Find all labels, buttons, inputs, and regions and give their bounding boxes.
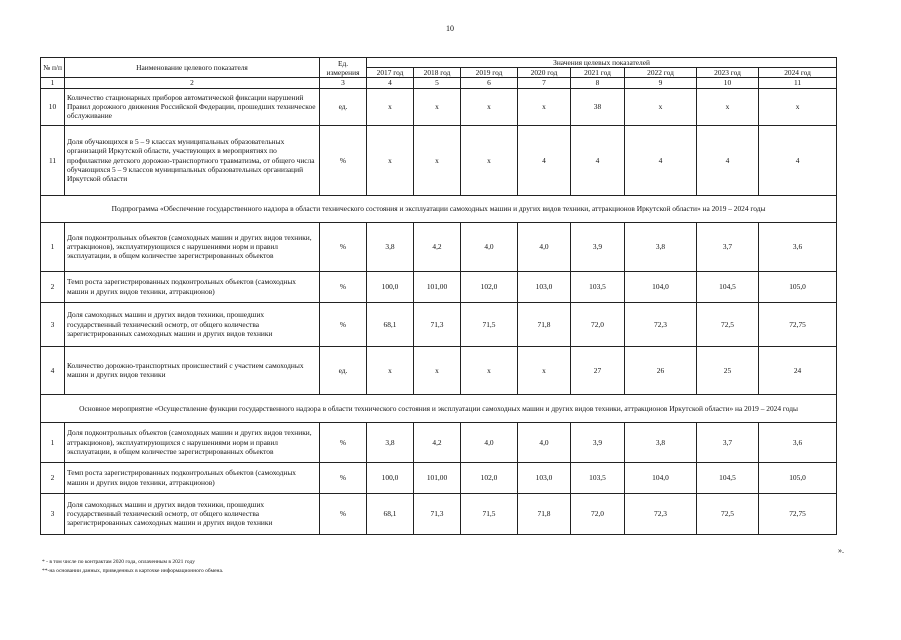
- row-value: 71,5: [461, 493, 518, 534]
- row-unit: %: [320, 271, 367, 302]
- row-unit: ед.: [320, 346, 367, 394]
- row-value: 4,0: [461, 222, 518, 271]
- row-indicator-name: Темп роста зарегистрированных подконтрольных объектов (самоходных машин и других видов техники, аттракционов): [65, 271, 320, 302]
- row-value: x: [461, 125, 518, 195]
- row-value: 4: [697, 125, 759, 195]
- row-value: 3,7: [697, 222, 759, 271]
- row-value: x: [625, 88, 697, 125]
- row-number: 1: [41, 222, 65, 271]
- row-value: x: [518, 88, 571, 125]
- row-value: 72,75: [759, 493, 837, 534]
- row-number: 2: [41, 462, 65, 493]
- row-indicator-name: Доля обучающихся в 5 – 9 классах муниципальных образовательных организаций Иркутской области, участвующих в мероприятиях по профилактике детского дорожно-транспортного травматизма, от общего числа обучающихся 5 – 9 классов муниципальных образовательных организаций Иркутской области: [65, 125, 320, 195]
- row-value: 71,3: [414, 302, 461, 346]
- row-value: 68,1: [367, 302, 414, 346]
- header-year: 2017 год: [367, 68, 414, 78]
- row-value: 4: [518, 125, 571, 195]
- row-value: 4: [571, 125, 625, 195]
- row-value: x: [414, 88, 461, 125]
- row-value: 101,00: [414, 271, 461, 302]
- row-indicator-name: Доля подконтрольных объектов (самоходных машин и других видов техники, аттракционов), эксплуатирующихся с нарушениями норм и правил эксплуатации, в общем количестве зарегистрированных объектов: [65, 222, 320, 271]
- row-value: x: [461, 88, 518, 125]
- row-indicator-name: Доля самоходных машин и других видов техники, прошедших государственный технический осмотр, от общего количества зарегистрированных самоходных машин и других видов техники: [65, 302, 320, 346]
- column-number: 4: [367, 78, 414, 88]
- row-value: 102,0: [461, 462, 518, 493]
- table-row: [41, 346, 837, 394]
- table-row: [41, 271, 837, 302]
- row-value: 100,0: [367, 271, 414, 302]
- row-value: 27: [571, 346, 625, 394]
- row-unit: %: [320, 462, 367, 493]
- section-row: [41, 394, 837, 422]
- footnote-1: * - в том числе по контрактам 2020 года, оплаченным в 2021 году: [42, 559, 196, 565]
- row-value: 105,0: [759, 271, 837, 302]
- row-value: 38: [571, 88, 625, 125]
- row-value: 3,6: [759, 422, 837, 462]
- row-value: 104,0: [625, 462, 697, 493]
- section-title: Подпрограмма «Обеспечение государственного надзора в области технического состояния и эксплуатации самоходных машин и других видов техники, аттракционов Иркутской области» на 2019 – 2024 годы: [41, 195, 837, 222]
- row-number: 1: [41, 422, 65, 462]
- row-value: 72,0: [571, 493, 625, 534]
- row-value: 103,5: [571, 271, 625, 302]
- header-year: 2021 год: [571, 68, 625, 78]
- row-value: 103,0: [518, 271, 571, 302]
- header-year: 2019 год: [461, 68, 518, 78]
- row-value: 104,5: [697, 462, 759, 493]
- column-number: 7: [518, 78, 571, 88]
- row-number: 4: [41, 346, 65, 394]
- row-unit: %: [320, 493, 367, 534]
- column-number: 2: [65, 78, 320, 88]
- row-value: 72,75: [759, 302, 837, 346]
- row-indicator-name: Темп роста зарегистрированных подконтрольных объектов (самоходных машин и других видов техники, аттракционов): [65, 462, 320, 493]
- header-name: Наименование целевого показателя: [65, 58, 320, 78]
- row-unit: %: [320, 125, 367, 195]
- row-number: 10: [41, 88, 65, 125]
- row-value: 72,3: [625, 302, 697, 346]
- row-unit: %: [320, 422, 367, 462]
- header-year: 2024 год: [759, 68, 837, 78]
- row-value: 3,7: [697, 422, 759, 462]
- table-row: [41, 222, 837, 271]
- row-value: 3,6: [759, 222, 837, 271]
- row-value: 101,00: [414, 462, 461, 493]
- row-number: 2: [41, 271, 65, 302]
- indicators-table: [40, 57, 837, 535]
- row-unit: %: [320, 302, 367, 346]
- row-value: 3,9: [571, 222, 625, 271]
- row-indicator-name: Количество дорожно-транспортных происшествий с участием самоходных машин и других видов техники: [65, 346, 320, 394]
- row-indicator-name: Количество стационарных приборов автоматической фиксации нарушений Правил дорожного движения Российской Федерации, прошедших техническое обслуживание: [65, 88, 320, 125]
- column-number: 10: [697, 78, 759, 88]
- row-value: x: [414, 346, 461, 394]
- row-value: x: [461, 346, 518, 394]
- row-value: 3,8: [625, 222, 697, 271]
- closing-mark: ».: [838, 546, 844, 555]
- row-value: x: [367, 346, 414, 394]
- table-row: [41, 125, 837, 195]
- row-value: 72,5: [697, 302, 759, 346]
- row-value: 4,0: [518, 422, 571, 462]
- row-indicator-name: Доля подконтрольных объектов (самоходных машин и других видов техники, аттракционов), эксплуатирующихся с нарушениями норм и правил эксплуатации, в общем количестве зарегистрированных объектов: [65, 422, 320, 462]
- header-year: 2020 год: [518, 68, 571, 78]
- row-value: 4: [625, 125, 697, 195]
- row-value: 68,1: [367, 493, 414, 534]
- row-indicator-name: Доля самоходных машин и других видов техники, прошедших государственный технический осмотр, от общего количества зарегистрированных самоходных машин и других видов техники: [65, 493, 320, 534]
- column-number: 6: [461, 78, 518, 88]
- column-number: 5: [414, 78, 461, 88]
- row-value: 71,8: [518, 493, 571, 534]
- column-number: 11: [759, 78, 837, 88]
- row-value: 102,0: [461, 271, 518, 302]
- row-value: x: [697, 88, 759, 125]
- header-unit: Ед. измерения: [320, 58, 367, 78]
- row-value: 24: [759, 346, 837, 394]
- column-number: 3: [320, 78, 367, 88]
- row-value: 72,5: [697, 493, 759, 534]
- page-number: 10: [446, 24, 454, 33]
- row-value: 104,5: [697, 271, 759, 302]
- row-value: 71,3: [414, 493, 461, 534]
- row-value: 71,8: [518, 302, 571, 346]
- row-value: 72,0: [571, 302, 625, 346]
- table-row: [41, 422, 837, 462]
- table-row: [41, 302, 837, 346]
- footnote-2: **-на основании данных, приведенных в карточке информационного обмена.: [42, 568, 224, 574]
- row-number: 3: [41, 302, 65, 346]
- column-number: 1: [41, 78, 65, 88]
- row-value: 104,0: [625, 271, 697, 302]
- row-value: 100,0: [367, 462, 414, 493]
- row-value: x: [518, 346, 571, 394]
- row-unit: ед.: [320, 88, 367, 125]
- row-value: 4,0: [518, 222, 571, 271]
- row-value: x: [414, 125, 461, 195]
- row-number: 11: [41, 125, 65, 195]
- row-number: 3: [41, 493, 65, 534]
- row-value: 4,2: [414, 222, 461, 271]
- row-value: 71,5: [461, 302, 518, 346]
- row-value: x: [367, 88, 414, 125]
- header-values-title: Значения целевых показателей: [367, 58, 837, 68]
- table-row: [41, 88, 837, 125]
- header-year: 2023 год: [697, 68, 759, 78]
- row-value: 103,0: [518, 462, 571, 493]
- section-row: [41, 195, 837, 222]
- table-row: [41, 462, 837, 493]
- column-number: 8: [571, 78, 625, 88]
- row-unit: %: [320, 222, 367, 271]
- table-row: [41, 493, 837, 534]
- section-title: Основное мероприятие «Осуществление функции государственного надзора в области технического состояния и эксплуатации самоходных машин и других видов техники, аттракционов Иркутской области» на 2019 – 2024 годы: [41, 394, 837, 422]
- row-value: 3,8: [625, 422, 697, 462]
- header-num: № п/п: [41, 58, 65, 78]
- header-year: 2018 год: [414, 68, 461, 78]
- row-value: 26: [625, 346, 697, 394]
- header-year: 2022 год: [625, 68, 697, 78]
- row-value: 3,8: [367, 422, 414, 462]
- row-value: 3,9: [571, 422, 625, 462]
- row-value: 103,5: [571, 462, 625, 493]
- row-value: 25: [697, 346, 759, 394]
- row-value: 72,3: [625, 493, 697, 534]
- row-value: 4,2: [414, 422, 461, 462]
- row-value: x: [367, 125, 414, 195]
- row-value: 4,0: [461, 422, 518, 462]
- row-value: 3,8: [367, 222, 414, 271]
- row-value: 4: [759, 125, 837, 195]
- row-value: x: [759, 88, 837, 125]
- row-value: 105,0: [759, 462, 837, 493]
- column-number: 9: [625, 78, 697, 88]
